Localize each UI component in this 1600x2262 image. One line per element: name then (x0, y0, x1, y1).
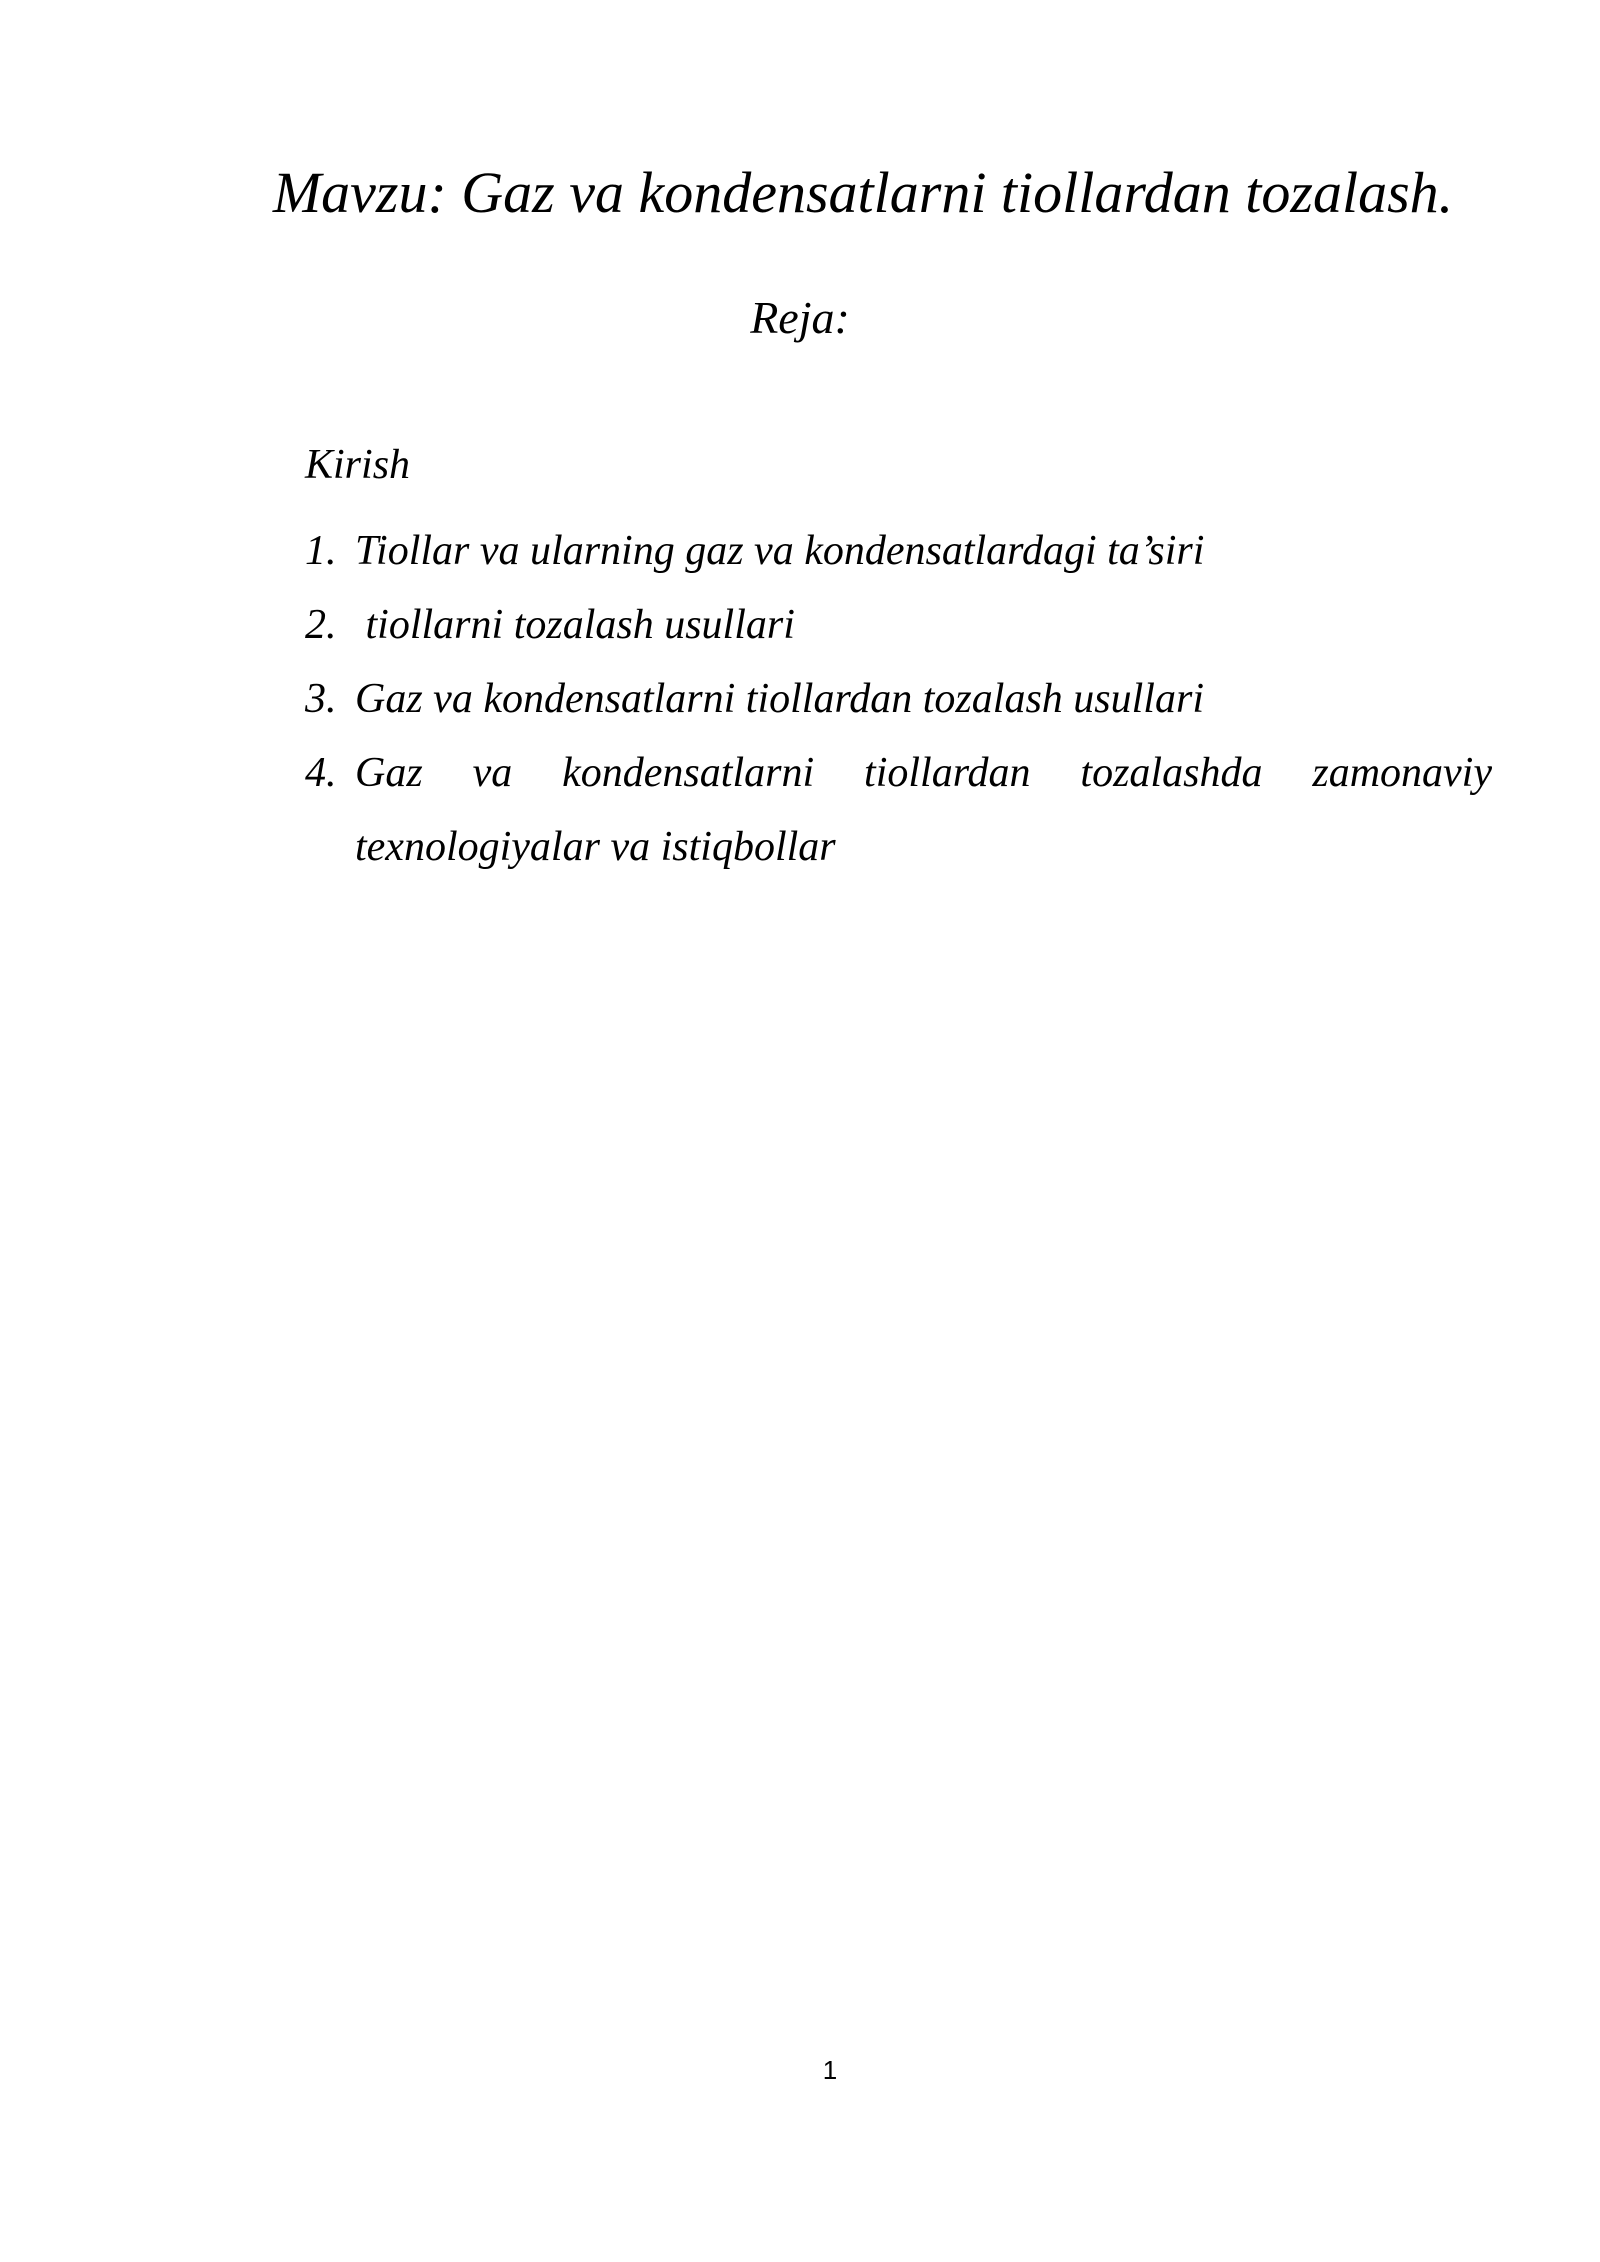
plan-item-number: 4. (305, 750, 337, 796)
plan-intro: Kirish (305, 442, 411, 488)
plan-item-text: Gaz va kondensatlarni tiollardan tozalash usullari (355, 676, 1204, 722)
plan-heading: Reja: (750, 292, 850, 343)
plan-item-text: tiollarni tozalash usullari (355, 602, 795, 648)
plan-item-number: 1. (305, 528, 337, 574)
plan-item-number: 2. (305, 602, 337, 648)
plan-item (305, 514, 1492, 588)
plan-item (305, 588, 1492, 662)
plan-item-text: Tiollar va ularning gaz va kondensatlardagi ta’siri (355, 528, 1205, 574)
plan-item (305, 662, 1492, 736)
page-title: Mavzu: Gaz va kondensatlarni tiollardan tozalash. (272, 160, 1454, 225)
plan-list (305, 440, 1492, 884)
page-number: 1 (822, 2055, 838, 2085)
plan-item-text: Gaz va kondensatlarni tiollardan tozalashda zamonaviy texnologiyalar va istiqbollar (355, 750, 1492, 870)
plan-item-number: 3. (305, 676, 337, 722)
plan-item (305, 736, 1492, 884)
